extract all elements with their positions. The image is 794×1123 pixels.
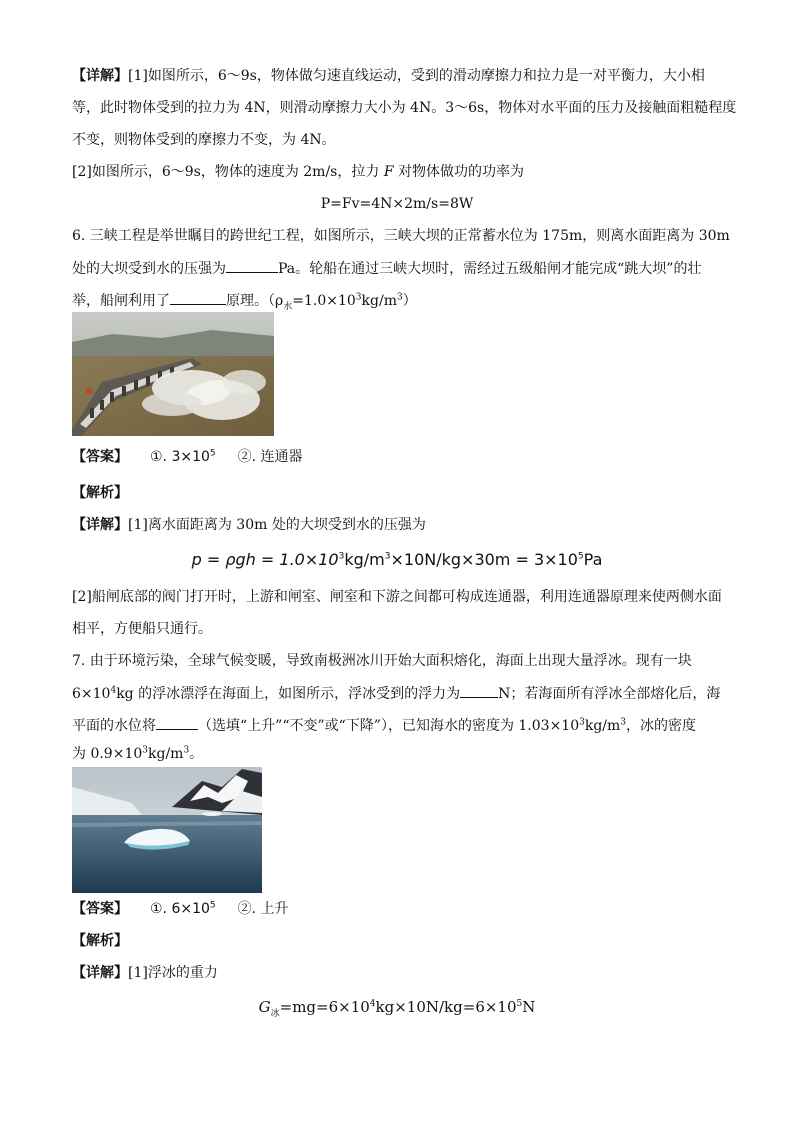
- q6-detail-paragraph-2-line-2: 相平，方便船只通行。: [72, 621, 212, 637]
- q6-detail-paragraph-2-line-1: [2]船闸底部的阀门打开时，上游和闸室、闸室和下游之间都可构成连通器，利用连通器原理来使两侧水面: [72, 589, 722, 605]
- superscript: 5: [209, 900, 216, 911]
- superscript: 4: [369, 999, 376, 1009]
- text: ）: [402, 293, 417, 309]
- text: N；若海面所有浮冰全部熔化后，海: [498, 686, 721, 702]
- text: kg/m: [344, 550, 385, 569]
- superscript: 3: [142, 745, 148, 756]
- floating-ice-image: [72, 767, 262, 893]
- text: kg×10N/kg=6×10: [375, 998, 517, 1016]
- q7-answer: [72, 899, 732, 919]
- detail-tag: 【详解】: [72, 965, 128, 981]
- answer-tag: 【答案】: [72, 449, 128, 465]
- text: kg/m: [148, 746, 184, 762]
- answer-blank: [226, 258, 278, 273]
- detail-paragraph-2: [72, 162, 732, 182]
- text: [1]浮冰的重力: [128, 965, 218, 981]
- answer-blank: [170, 290, 226, 305]
- text: =1.0×10: [292, 293, 356, 309]
- text: kg 的浮冰漂浮在海面上，如图所示，浮冰受到的浮力为: [116, 686, 461, 702]
- text: 。: [189, 746, 204, 762]
- q7-detail-line-1: [72, 963, 732, 983]
- q6-line-1: 6. 三峡工程是举世瞩目的跨世纪工程，如图所示，三峡大坝的正常蓄水位为 175m，则离水面距离为 30m: [72, 228, 730, 244]
- q6-detail-line-1: [72, 515, 732, 535]
- text: （选填“上升”“不变”或“下降”），已知海水的密度为 1.03×10: [198, 718, 580, 734]
- text: Pa: [583, 550, 603, 569]
- answer-1: [150, 901, 216, 917]
- q7-line-4: [72, 744, 732, 764]
- gravity-formula: [0, 996, 794, 1018]
- subscript: 冰: [270, 1009, 280, 1019]
- q7-line-2: [72, 683, 732, 704]
- answer-2: ②. 上升: [237, 901, 289, 917]
- power-formula: P=Fv=4N×2m/s=8W: [320, 196, 474, 212]
- detail-tag: 【详解】: [72, 68, 128, 84]
- q7-analysis-tag: 【解析】: [72, 933, 128, 949]
- pressure-formula: [0, 549, 794, 571]
- superscript: 3: [579, 717, 585, 728]
- detail-paragraph-1-line-3: 不变，则物体受到的摩擦力不变，为 4N。: [72, 132, 336, 148]
- q6-line-2: [72, 258, 732, 279]
- text: 原理。（ρ: [226, 293, 284, 309]
- superscript: 5: [516, 999, 523, 1009]
- superscript: 3: [338, 551, 345, 562]
- answer-tag: 【答案】: [72, 901, 128, 917]
- text: 6×10: [72, 686, 111, 702]
- superscript: 3: [620, 717, 627, 728]
- q7-line-3: [72, 715, 732, 736]
- answer-blank: [156, 715, 198, 730]
- text: p = ρgh = 1.0×10: [191, 550, 339, 569]
- superscript: 5: [209, 448, 216, 459]
- detail-tag: 【详解】: [72, 517, 128, 533]
- superscript: 3: [396, 292, 403, 303]
- text: =mg=6×10: [279, 998, 370, 1016]
- superscript: 3: [384, 551, 391, 562]
- superscript: 3: [355, 292, 362, 303]
- text: [1]离水面距离为 30m 处的大坝受到水的压强为: [128, 517, 426, 533]
- text: 对物体做功的功率为: [398, 164, 524, 180]
- text: [1]如图所示，6～9s，物体做匀速直线运动，受到的滑动摩擦力和拉力是一对平衡力，大小相: [128, 68, 705, 84]
- text: N: [522, 998, 536, 1016]
- text: kg/m: [584, 718, 621, 734]
- text: ，冰的密度: [626, 718, 697, 734]
- text: 举，船闸利用了: [72, 293, 170, 309]
- text: kg/m: [361, 293, 397, 309]
- text: [2]如图所示，6～9s，物体的速度为 2m/s，拉力: [72, 164, 380, 180]
- answer-1: [150, 449, 216, 465]
- superscript: 4: [110, 685, 117, 696]
- q6-line-3: [72, 290, 732, 311]
- text: 为 0.9×10: [72, 746, 143, 762]
- detail-paragraph-1-line-1: [72, 66, 732, 86]
- answer-2: ②. 连通器: [237, 449, 303, 465]
- text: ×10N/kg×30m = 3×10: [390, 550, 578, 569]
- q6-answer: [72, 447, 732, 467]
- text: ①. 6×10: [150, 901, 210, 917]
- text: 平面的水位将: [72, 718, 156, 734]
- q6-analysis-tag: 【解析】: [72, 485, 128, 501]
- q7-line-1: 7. 由于环境污染，全球气候变暖，导致南极洲冰川开始大面积熔化，海面上出现大量浮冰。现有一块: [72, 653, 692, 669]
- detail-paragraph-1-line-2: 等，此时物体受到的拉力为 4N，则滑动摩擦力大小为 4N。3～6s，物体对水平面的压力及接触面粗糙程度: [72, 100, 737, 116]
- subscript: 水: [283, 301, 293, 312]
- text: 处的大坝受到水的压强为: [72, 261, 226, 277]
- three-gorges-dam-image: [72, 312, 274, 436]
- answer-blank: [460, 683, 498, 698]
- variable-F: F: [383, 164, 394, 180]
- superscript: 5: [577, 551, 584, 562]
- text: Pa。轮船在通过三峡大坝时，需经过五级船闸才能完成“跳大坝”的壮: [278, 261, 702, 277]
- superscript: 3: [183, 745, 190, 756]
- variable-G: G: [258, 998, 271, 1016]
- text: ①. 3×10: [150, 449, 210, 465]
